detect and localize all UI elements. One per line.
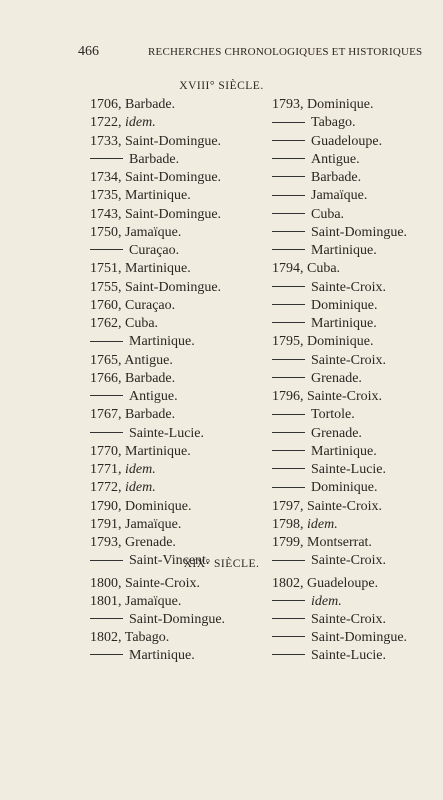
entry-year: 1795, — [272, 334, 304, 350]
entry-place: Guadeloupe. — [311, 133, 383, 149]
entry-place: Sainte-Croix. — [307, 498, 383, 514]
chronology-entry — [272, 534, 407, 552]
chronology-entry — [272, 629, 407, 647]
chronology-entry — [90, 333, 221, 351]
entries-19th-left-column — [90, 575, 225, 665]
entry-year: 1796, — [272, 389, 304, 404]
entry-place: Saint-Domingue. — [311, 630, 408, 645]
entry-place: Dominique. — [307, 97, 374, 112]
chronology-entry — [90, 370, 221, 388]
entry-year: 1750, — [90, 224, 122, 240]
entry-place: idem. — [125, 462, 156, 477]
chronology-entry — [90, 461, 221, 479]
chronology-entry — [272, 187, 407, 205]
entry-year: 1770, — [90, 443, 122, 459]
entry-year: 1799, — [272, 535, 304, 550]
ditto-dash — [272, 286, 305, 287]
chronology-entry — [90, 516, 221, 534]
chronology-entry — [90, 647, 225, 665]
entry-place: idem. — [125, 115, 156, 131]
chronology-entry — [272, 406, 407, 424]
chronology-entry — [272, 333, 407, 351]
chronology-entry — [90, 151, 221, 169]
entry-place: Martinique. — [125, 188, 191, 204]
entry-year: 1734, — [90, 170, 122, 185]
section-title-19th-century: XIX° SIÈCLE. — [183, 558, 260, 570]
chronology-entry — [272, 425, 407, 443]
entry-year: 1791, — [90, 516, 122, 532]
entry-place: Grenade. — [125, 535, 176, 550]
chronology-entry — [90, 187, 221, 205]
chronology-entry — [90, 443, 221, 461]
chronology-entry — [90, 206, 221, 224]
chronology-entry — [272, 224, 407, 242]
ditto-dash — [90, 341, 123, 342]
entry-place: Sainte-Lucie. — [311, 462, 387, 477]
chronology-entry — [90, 224, 221, 242]
entry-year: 1733, — [90, 133, 122, 149]
entry-place: Martinique. — [129, 648, 195, 663]
chronology-entry — [272, 169, 407, 187]
entry-place: Antigue. — [129, 389, 178, 404]
entry-place: Saint-Vincent. — [129, 553, 210, 569]
entry-place: Saint-Domingue. — [311, 224, 408, 240]
section-title-18th-century: XVIII° SIÈCLE. — [179, 80, 264, 92]
entry-year: 1771, — [90, 462, 122, 477]
entry-place: Martinique. — [125, 443, 191, 459]
entry-place: Martinique. — [311, 443, 377, 459]
chronology-entry — [90, 388, 221, 406]
entry-place: Sainte-Lucie. — [311, 648, 387, 663]
entry-year: 1766, — [90, 370, 122, 386]
ditto-dash — [272, 304, 305, 305]
entry-place: Saint-Domingue. — [125, 206, 222, 222]
ditto-dash — [272, 450, 305, 451]
chronology-entry — [90, 169, 221, 187]
ditto-dash — [272, 122, 305, 123]
ditto-dash — [272, 249, 305, 250]
entry-place: Cuba. — [307, 261, 341, 277]
entry-place: Cuba. — [125, 316, 159, 331]
entry-year: 1800, — [90, 576, 122, 591]
chronology-entry — [272, 575, 407, 593]
entry-place: Barbade. — [125, 97, 176, 112]
chronology-entry — [272, 352, 407, 370]
ditto-dash — [272, 432, 305, 433]
entry-year: 1793, — [90, 535, 122, 550]
chronology-entry — [272, 297, 407, 315]
chronology-entry — [90, 260, 221, 278]
chronology-entry — [90, 629, 225, 647]
entry-place: Jamaïque. — [125, 224, 182, 240]
ditto-dash — [272, 636, 305, 637]
entry-place: Cuba. — [311, 206, 345, 222]
entry-place: Sainte-Croix. — [307, 389, 383, 404]
chronology-entry — [272, 647, 407, 665]
chronology-entry — [90, 96, 221, 114]
entry-place: Barbade. — [311, 170, 362, 185]
chronology-entry — [90, 133, 221, 151]
entry-year: 1802, — [272, 576, 304, 591]
chronology-entry — [272, 611, 407, 629]
chronology-entry — [90, 315, 221, 333]
chronology-entry — [272, 206, 407, 224]
entry-year: 1802, — [90, 630, 122, 645]
entry-place: Martinique. — [129, 334, 195, 350]
entry-year: 1797, — [272, 498, 304, 514]
chronology-entry — [90, 406, 221, 424]
ditto-dash — [272, 618, 305, 619]
entry-place: Barbade. — [125, 407, 176, 423]
chronology-entry — [272, 315, 407, 333]
chronology-entry — [90, 479, 221, 497]
entry-place: Martinique. — [125, 261, 191, 277]
chronology-entry — [272, 133, 407, 151]
entry-place: Antigue. — [124, 352, 173, 368]
entry-year: 1794, — [272, 261, 304, 277]
page-number: 466 — [78, 44, 99, 59]
entry-place: Curaçao. — [125, 297, 176, 313]
entry-place: idem. — [307, 516, 338, 532]
entry-place: Montserrat. — [307, 535, 372, 550]
chronology-entry — [272, 114, 407, 132]
chronology-entry — [272, 96, 407, 114]
chronology-entry — [90, 114, 221, 132]
entry-place: Dominique. — [311, 480, 378, 496]
ditto-dash — [90, 395, 123, 396]
entry-place: Tabago. — [311, 115, 356, 131]
entry-year: 1801, — [90, 594, 122, 609]
chronology-entry — [272, 370, 407, 388]
ditto-dash — [90, 158, 123, 159]
ditto-dash — [272, 654, 305, 655]
entry-year: 1767, — [90, 407, 122, 423]
chronology-entry — [272, 593, 407, 611]
chronology-entry — [90, 611, 225, 629]
entry-place: Saint-Domingue. — [129, 612, 226, 627]
entry-place: Sainte-Croix. — [311, 612, 387, 627]
entry-place: Saint-Domingue. — [125, 279, 222, 295]
chronology-entry — [90, 279, 221, 297]
entry-place: Grenade. — [311, 370, 362, 386]
entry-place: Sainte-Croix. — [311, 279, 387, 295]
ditto-dash — [272, 359, 305, 360]
ditto-dash — [90, 432, 123, 433]
ditto-dash — [272, 213, 305, 214]
entry-year: 1772, — [90, 480, 122, 496]
ditto-dash — [90, 654, 123, 655]
running-title: RECHERCHES CHRONOLOGIQUES ET HISTORIQUES — [148, 46, 423, 58]
chronology-entry — [90, 425, 221, 443]
chronology-entry — [90, 297, 221, 315]
chronology-entry — [90, 534, 221, 552]
entry-place: Sainte-Lucie. — [129, 425, 205, 441]
ditto-dash — [272, 140, 305, 141]
entry-place: Dominique. — [311, 297, 378, 313]
entry-place: Tortole. — [311, 407, 355, 423]
entry-year: 1793, — [272, 97, 304, 112]
ditto-dash — [272, 231, 305, 232]
ditto-dash — [90, 618, 123, 619]
chronology-entry — [272, 498, 407, 516]
entry-year: 1760, — [90, 297, 122, 313]
chronology-entry — [272, 461, 407, 479]
entry-place: Barbade. — [125, 370, 176, 386]
ditto-dash — [272, 414, 305, 415]
entry-place: Martinique. — [311, 243, 377, 258]
entry-place: Tabago. — [124, 630, 170, 645]
entry-year: 1765, — [90, 352, 122, 368]
entry-year: 1762, — [90, 316, 122, 331]
entry-place: Grenade. — [311, 425, 362, 441]
entry-place: Antigue. — [311, 151, 360, 167]
entry-place: idem. — [125, 480, 156, 496]
chronology-entry — [90, 575, 225, 593]
entry-place: Jamaïque. — [311, 188, 368, 204]
entry-place: Sainte-Croix. — [311, 553, 387, 569]
ditto-dash — [272, 158, 305, 159]
ditto-dash — [272, 176, 305, 177]
entry-place: idem. — [311, 594, 342, 609]
entry-year: 1798, — [272, 516, 304, 532]
entry-place: Sainte-Croix. — [125, 576, 201, 591]
entry-place: Sainte-Croix. — [311, 352, 387, 368]
chronology-entry — [272, 388, 407, 406]
entry-year: 1722, — [90, 115, 122, 131]
ditto-dash — [272, 322, 305, 323]
chronology-entry — [90, 242, 221, 260]
entries-18th-right-column — [272, 96, 407, 571]
entry-place: Jamaïque. — [125, 594, 182, 609]
chronology-entry — [272, 151, 407, 169]
entry-place: Curaçao. — [129, 243, 180, 258]
ditto-dash — [90, 249, 123, 250]
chronology-entry — [272, 260, 407, 278]
ditto-dash — [272, 487, 305, 488]
entry-place: Guadeloupe. — [307, 576, 379, 591]
chronology-entry — [90, 498, 221, 516]
entry-place: Saint-Domingue. — [125, 133, 222, 149]
chronology-entry — [272, 242, 407, 260]
entry-place: Martinique. — [311, 316, 377, 331]
page-header — [0, 44, 443, 64]
chronology-entry — [272, 516, 407, 534]
entry-year: 1755, — [90, 279, 122, 295]
entry-year: 1751, — [90, 261, 122, 277]
entry-year: 1706, — [90, 97, 122, 112]
entry-year: 1743, — [90, 206, 122, 222]
chronology-entry — [90, 352, 221, 370]
entry-place: Dominique. — [307, 334, 374, 350]
entries-19th-right-column — [272, 575, 407, 665]
entries-18th-left-column — [90, 96, 221, 571]
chronology-entry — [272, 479, 407, 497]
entry-year: 1790, — [90, 498, 122, 514]
chronology-entry — [272, 279, 407, 297]
entry-year: 1735, — [90, 188, 122, 204]
chronology-entry — [90, 593, 225, 611]
entry-place: Saint-Domingue. — [125, 170, 222, 185]
entry-place: Dominique. — [125, 498, 192, 514]
ditto-dash — [272, 468, 305, 469]
ditto-dash — [272, 600, 305, 601]
entry-place: Jamaïque. — [125, 516, 182, 532]
entry-place: Barbade. — [129, 151, 180, 167]
ditto-dash — [272, 195, 305, 196]
ditto-dash — [272, 377, 305, 378]
chronology-entry — [272, 443, 407, 461]
